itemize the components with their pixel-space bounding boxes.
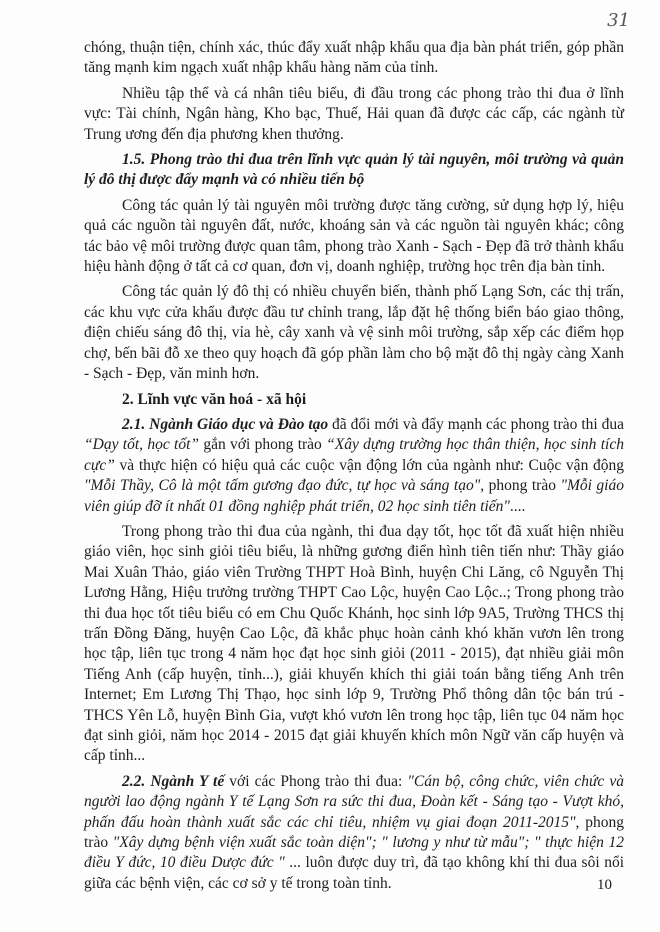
- paragraph-continuation: chóng, thuận tiện, chính xác, thúc đẩy xuất nhập khẩu qua địa bàn phát triển, góp phần tăng mạnh kim ngạch xuất nhập khẩu hàng năm của tỉnh.: [84, 39, 624, 77]
- quote-run: "Mỗi giáo viên giúp đỡ ít nhất 01 đồng nghiệp phát triển, 02 học sinh tiên tiến": [84, 477, 624, 515]
- text-run: , phong trào: [84, 813, 625, 852]
- handwritten-page-mark: 31: [607, 10, 630, 31]
- paragraph-education: [84, 415, 624, 517]
- quote-run: "Mỗi Thầy, Cô là một tấm gương đạo đức, tự học và sáng tạo": [84, 477, 481, 495]
- paragraph-commendation: Nhiều tập thể và cá nhân tiêu biểu, đi đầu trong các phong trào thi đua ở lĩnh vực: Tài chính, Ngân hàng, Kho bạc, Thuế, Hải quan đã được các cấp, các ngành từ Trung ương đến địa phương khen thưởng.: [84, 84, 624, 143]
- text-run: ... luôn được duy trì, đã tạo không khí thi đua sôi nổi giữa các bệnh viện, các cơ sở y tế trong toàn tỉnh.: [84, 854, 625, 892]
- paragraph-resources: Công tác quản lý tài nguyên môi trường được tăng cường, sử dụng hợp lý, hiệu quả các nguồn tài nguyên đất, nước, khoáng sản và các nguồn tài nguyên khác; công tác bảo vệ môi trường được quan tâm, phong trào Xanh - Sạch - Đẹp đã trở thành khẩu hiệu hành động ở tất cả cơ quan, đơn vị, doanh nghiệp, trường học trên địa bàn tỉnh.: [84, 196, 624, 276]
- section-heading-2: 2. Lĩnh vực văn hoá - xã hội: [122, 390, 307, 408]
- section-heading-1-5: 1.5. Phong trào thi đua trên lĩnh vực quản lý tài nguyên, môi trường và quản lý đô thị được đẩy mạnh và có nhiều tiến bộ: [84, 151, 624, 189]
- document-body: [84, 38, 624, 899]
- quote-run: “Xây dựng trường học thân thiện, học sinh tích cực”: [84, 436, 624, 474]
- paragraph-health: [84, 772, 624, 894]
- quote-run: "Cán bộ, công chức, viên chức và người lao động ngành Y tế Lạng Sơn ra sức thi đua, Đoàn kết - Sáng tạo - Vượt khó, phấn đấu hoàn thành xuất sắc các chỉ tiêu, nhiệm vụ giai đoạn 2011-2015": [84, 772, 624, 831]
- paragraph-urban: Công tác quản lý đô thị có nhiều chuyển biến, thành phố Lạng Sơn, các thị trấn, các khu vực cửa khẩu được đầu tư chỉnh trang, lắp đặt hệ thống biển báo giao thông, điện chiếu sáng đô thị, vỉa hè, cây xanh và vệ sinh môi trường, sắp xếp các điểm họp chợ, bến bãi đỗ xe theo quy hoạch đã góp phần làm cho bộ mặt đô thị ngày càng Xanh - Sạch - Đẹp, văn minh hơn.: [84, 283, 624, 383]
- subsection-heading-2-1: 2.1. Ngành Giáo dục và Đào tạo: [122, 415, 329, 433]
- quote-run: “Dạy tốt, học tốt”: [84, 436, 200, 454]
- text-run: và thực hiện có hiệu quả các cuộc vận động lớn của ngành như: Cuộc vận động: [114, 456, 624, 474]
- paragraph-education-examples: Trong phong trào thi đua của ngành, thi đua dạy tốt, học tốt đã xuất hiện nhiều giáo viên, học sinh giỏi tiêu biểu, là những gương điển hình tiên tiến như: Thầy giáo Mai Xuân Thảo, giáo viên Trường THPT Hoà Bình, huyện Chi Lăng, cô Nguyễn Thị Lương Hằng, Hiệu trưởng trường THPT Cao Lộc, huyện Cao Lộc..; Trong phong trào thi đua học tốt tiêu biểu có em Chu Quốc Khánh, học sinh lớp 9A5, Trường THCS thị trấn Đồng Đăng, huyện Cao Lộc, đã khắc phục hoàn cảnh khó khăn vươn lên trong học tập, liên tục trong 4 năm học đạt học sinh giỏi (2011 - 2015), đạt nhiều giải môn Tiếng Anh (cấp huyện, tỉnh...), giải khuyến khích thi giải toán bằng tiếng Anh trên Internet; Em Lương Thị Thạo, học sinh lớp 9, Trường Phổ thông dân tộc bán trú - THCS Yên Lỗ, huyện Bình Gia, vượt khó vươn lên trong học tập, liên tục 04 năm học đạt sinh giỏi, năm học 2014 - 2015 đạt giải khuyến khích môn Ngữ văn cấp huyện và cấp tỉnh...: [84, 522, 624, 765]
- text-run: ....: [509, 497, 526, 515]
- text-run: với các Phong trào thi đua:: [224, 772, 408, 790]
- text-run: gắn với phong trào: [199, 436, 327, 454]
- subsection-heading-2-2: 2.2. Ngành Y tế: [122, 772, 225, 790]
- text-run: , phong trào: [480, 477, 561, 495]
- text-run: đã đổi mới và đẩy mạnh các phong trào thi đua: [328, 415, 624, 433]
- page-number: 10: [597, 877, 612, 893]
- quote-run: "Xây dựng bệnh viện xuất sắc toàn diện"; " lương y như từ mẫu"; " thực hiện 12 điều Y đức, 10 điều Dược đức ": [84, 834, 624, 872]
